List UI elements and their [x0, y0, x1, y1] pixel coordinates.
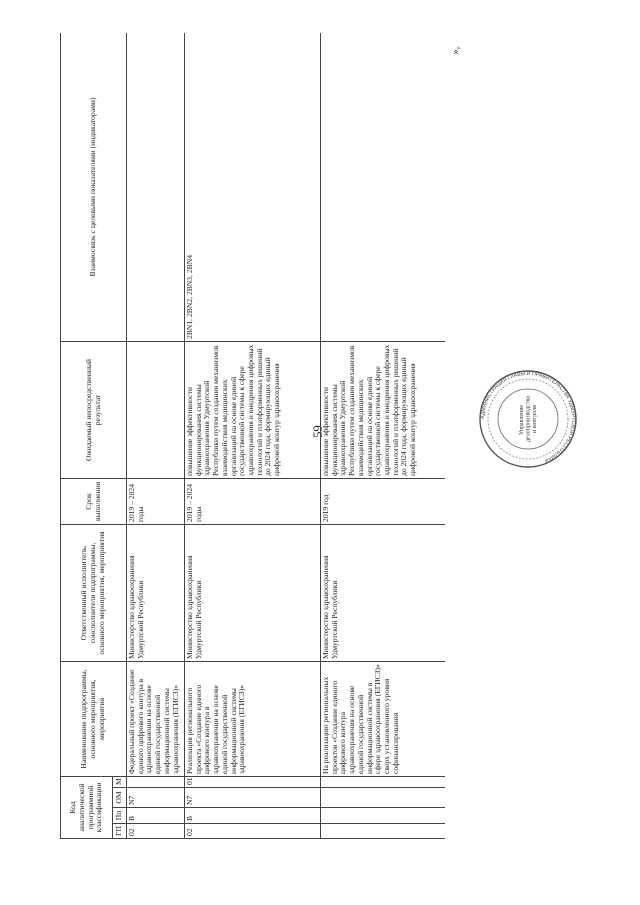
- corner-mark: »,: [450, 46, 462, 55]
- header-gp: ГП: [113, 824, 127, 839]
- header-pp: Пп: [113, 808, 127, 824]
- cell-term: 2019 – 2024 годы: [185, 478, 321, 524]
- header-link: Взаимосвязь с целевыми показателями (индикаторами): [61, 33, 127, 341]
- header-name: Наименование подпрограммы, основного мероприятия, мероприятия: [61, 661, 127, 776]
- cell-name: Реализация регионального проекта «Создание единого цифрового контура в здравоохранении на основе единой государственной информационной системы здравоохранения (ЕГИСЗ)»: [185, 661, 321, 776]
- cell-m: [321, 776, 446, 787]
- cell-om: N7: [127, 788, 185, 808]
- cell-m: [127, 776, 185, 787]
- cell-executor: Министерство здравоохранения Удмуртской Республики: [185, 524, 321, 661]
- rotated-table-region: [60, 33, 445, 839]
- page-number-text: 59: [310, 424, 325, 438]
- cell-result: повышение эффективности функционирования системы здравоохранения Удмуртской Республики путем создания механизмов взаимодействия медицинских организаций на основе единой государственной системы в сфере здравоохранения и внедрения цифровых технологий и платформенных решений до 2024 года, формирующих единый цифровой контур здравоохранения: [321, 341, 446, 478]
- header-om: ОМ: [113, 788, 127, 808]
- cell-link: 2ВN1, 2ВN2, 2ВN3, 2ВN4: [185, 33, 321, 341]
- cell-executor: Министерство здравоохранения Удмуртской Республики: [127, 524, 185, 661]
- cell-executor: Министерство здравоохранения Удмуртской Республики: [321, 524, 446, 661]
- cell-gp: 02: [185, 824, 321, 839]
- stamp-ring-text: АДМИНИСТРАЦИЯ ГЛАВЫ И ПРАВИТЕЛЬСТВА УДМУРТСКОЙ РЕСПУБЛИКИ: [479, 370, 577, 464]
- cell-link: [321, 33, 446, 341]
- cell-result: [127, 341, 185, 478]
- table-row: [321, 33, 446, 839]
- header-term: Срок выполнения: [61, 478, 127, 524]
- cell-name: Федеральный проект «Создание единого цифрового контура в здравоохранении на основе единой государственной информационной системы здравоохранения (ЕГИСЗ)»: [127, 661, 185, 776]
- cell-term: 2019 – 2024 годы: [127, 478, 185, 524]
- cell-m: 01: [185, 776, 321, 787]
- table-row: [185, 33, 321, 839]
- cell-om: N7: [185, 788, 321, 808]
- header-code-group: Код аналитической программной классификации: [61, 776, 113, 838]
- cell-pp: В: [185, 808, 321, 824]
- table-row: [127, 33, 185, 839]
- header-executor: Ответственный исполнитель, соисполнители подпрограммы, основного мероприятия, мероприятия: [61, 524, 127, 661]
- header-m: М: [113, 776, 127, 787]
- cell-pp: В: [127, 808, 185, 824]
- cell-name: На реализацию региональных проектов «Создание единого цифрового контура здравоохранения на основе единой государственной информационной системы в сфере здравоохранения (ЕГИСЗ)» сверх установленного уровня софинансирования: [321, 661, 446, 776]
- header-result: Ожидаемый непосредственный результат: [61, 341, 127, 478]
- cell-result: повышение эффективности функционирования системы здравоохранения Удмуртской Республики путем создания механизмов взаимодействия медицинских организаций на основе единой государственной системы в сфере здравоохранения и внедрения цифровых технологий и платформенных решений до 2024 года, формирующих единый цифровой контур здравоохранения: [185, 341, 321, 478]
- stamp-center-text: Управление делопроизводства и контроля: [519, 396, 539, 442]
- cell-term: 2019 год: [321, 478, 446, 524]
- cell-pp: [321, 808, 446, 824]
- cell-link: [127, 33, 185, 341]
- cell-gp: [321, 824, 446, 839]
- program-table: [60, 33, 445, 839]
- cell-gp: 02: [127, 824, 185, 839]
- cell-om: [321, 788, 446, 808]
- landscape-page: [60, 33, 445, 839]
